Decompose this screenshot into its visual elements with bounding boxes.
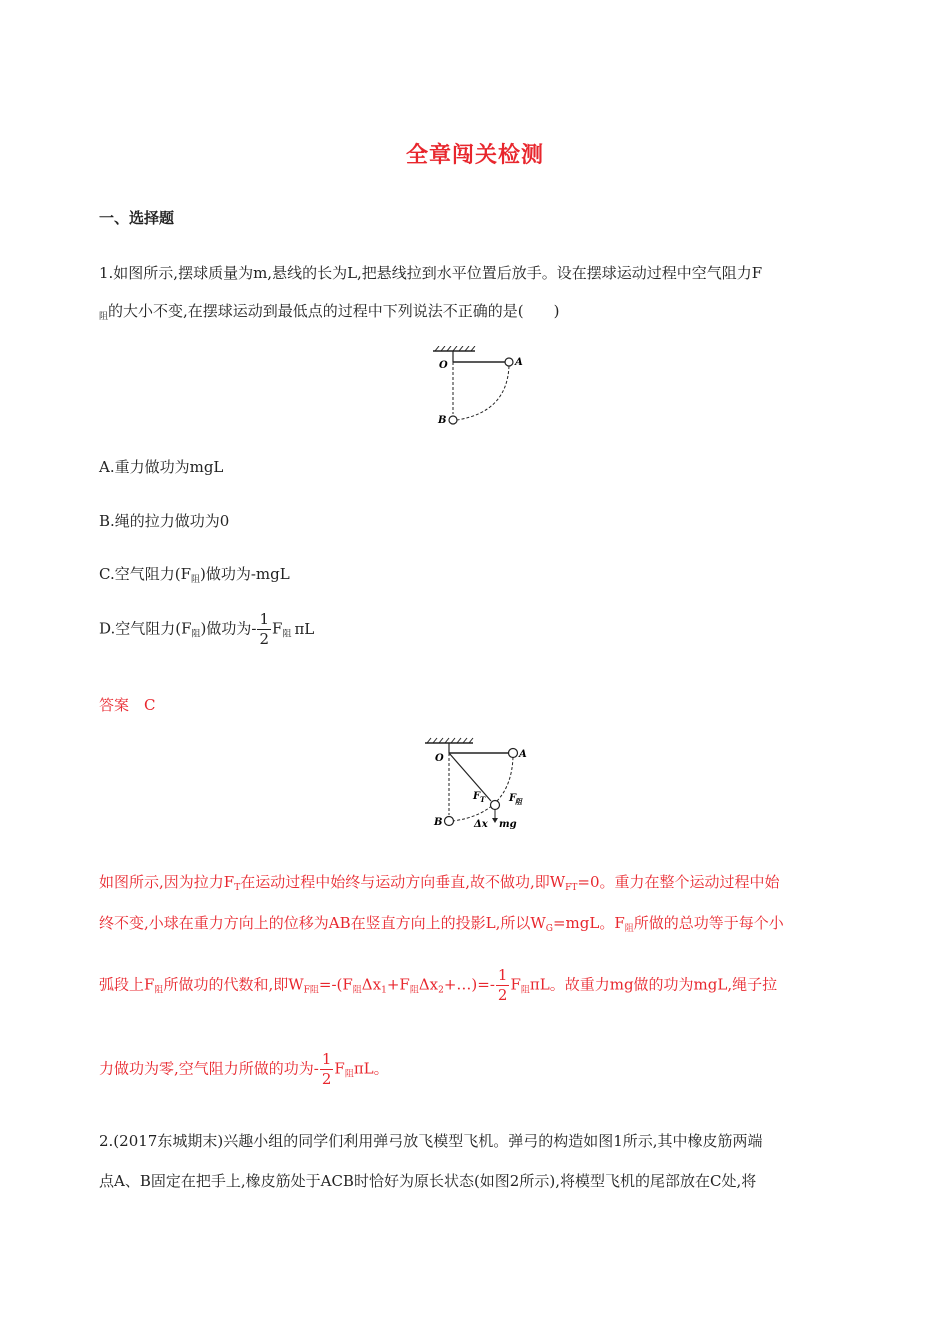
q1-stem-line2: $_阻$的大小不变,在摆球运动到最低点的过程中下列说法不正确的是( ) <box>99 302 560 322</box>
label-A: A <box>515 357 523 368</box>
subscript: 阻 <box>99 312 109 322</box>
q2-stem-line1: 2.(2017东城期末)兴趣小组的同学们利用弹弓放飞模型飞机。弹弓的构造如图1所示,其中橡皮筋两端 <box>99 1132 763 1150</box>
svg-text:F: F <box>509 793 517 804</box>
label-O: O <box>439 360 448 371</box>
explanation-line2: 终不变,小球在重力方向上的位移为AB在竖直方向上的投影L,所以$W_G=mgL$。$F_阻$所做的总功等于每个小 <box>99 914 784 934</box>
q2-stem-line2: 点A、B固定在把手上,橡皮筋处于ACB时恰好为原长状态(如图2所示),将模型飞机的尾部放在C处,将 <box>99 1172 757 1190</box>
label-B: B <box>438 415 447 426</box>
option-a: A.重力做功为mgL <box>99 458 224 476</box>
svg-text:A: A <box>519 749 527 760</box>
pendulum-figure-1 <box>425 346 525 428</box>
section-heading: 一、选择题 <box>99 209 175 227</box>
svg-text:O: O <box>435 753 444 764</box>
svg-text:阻: 阻 <box>515 797 522 806</box>
svg-text:F: F <box>473 791 481 802</box>
answer-label: 答案 C <box>99 696 156 714</box>
pendulum-figure-2 <box>425 735 535 831</box>
page-title: 全章闯关检测 <box>405 143 544 168</box>
option-b: B.绳的拉力做功为0 <box>99 512 230 530</box>
fraction-half: $\frac{1}{2}$ <box>497 966 508 1004</box>
svg-text:B: B <box>434 817 443 828</box>
option-c: C.空气阻力$(F_阻)$做功为-mgL <box>99 565 290 585</box>
q1-stem-line1: 1.如图所示,摆球质量为m,悬线的长为L,把悬线拉到水平位置后放手。设在摆球运动过程中空气阻力F <box>99 264 763 282</box>
svg-text:T: T <box>480 795 486 804</box>
svg-text:Δx: Δx <box>474 819 488 830</box>
explanation-line3: 弧段上$F_阻$所做功的代数和,即$W_{F阻}=-(F_阻\Delta x_1+F_阻\Delta x_2+\dots)=-$ $\frac{1}{2}$ $F_阻\pi L$。故重力mg做的功为mgL,绳子拉 <box>99 966 778 1004</box>
svg-text:mg: mg <box>499 819 517 830</box>
explanation-line4: 力做功为零,空气阻力所做的功为- $\frac{1}{2}$ $F_阻\pi L$。 <box>99 1050 389 1088</box>
fraction-half: $\frac{1}{2}$ <box>321 1050 332 1088</box>
fraction-half: $\frac{1}{2}$ <box>259 610 270 648</box>
option-d: D.空气阻力$(F_阻)$做功为- $\frac{1}{2}$ $F_阻$ πL <box>99 610 315 648</box>
explanation-line1: 如图所示,因为拉力$F_T$在运动过程中始终与运动方向垂直,故不做功,即$W_{FT}=0$。重力在整个运动过程中始 <box>99 873 780 893</box>
